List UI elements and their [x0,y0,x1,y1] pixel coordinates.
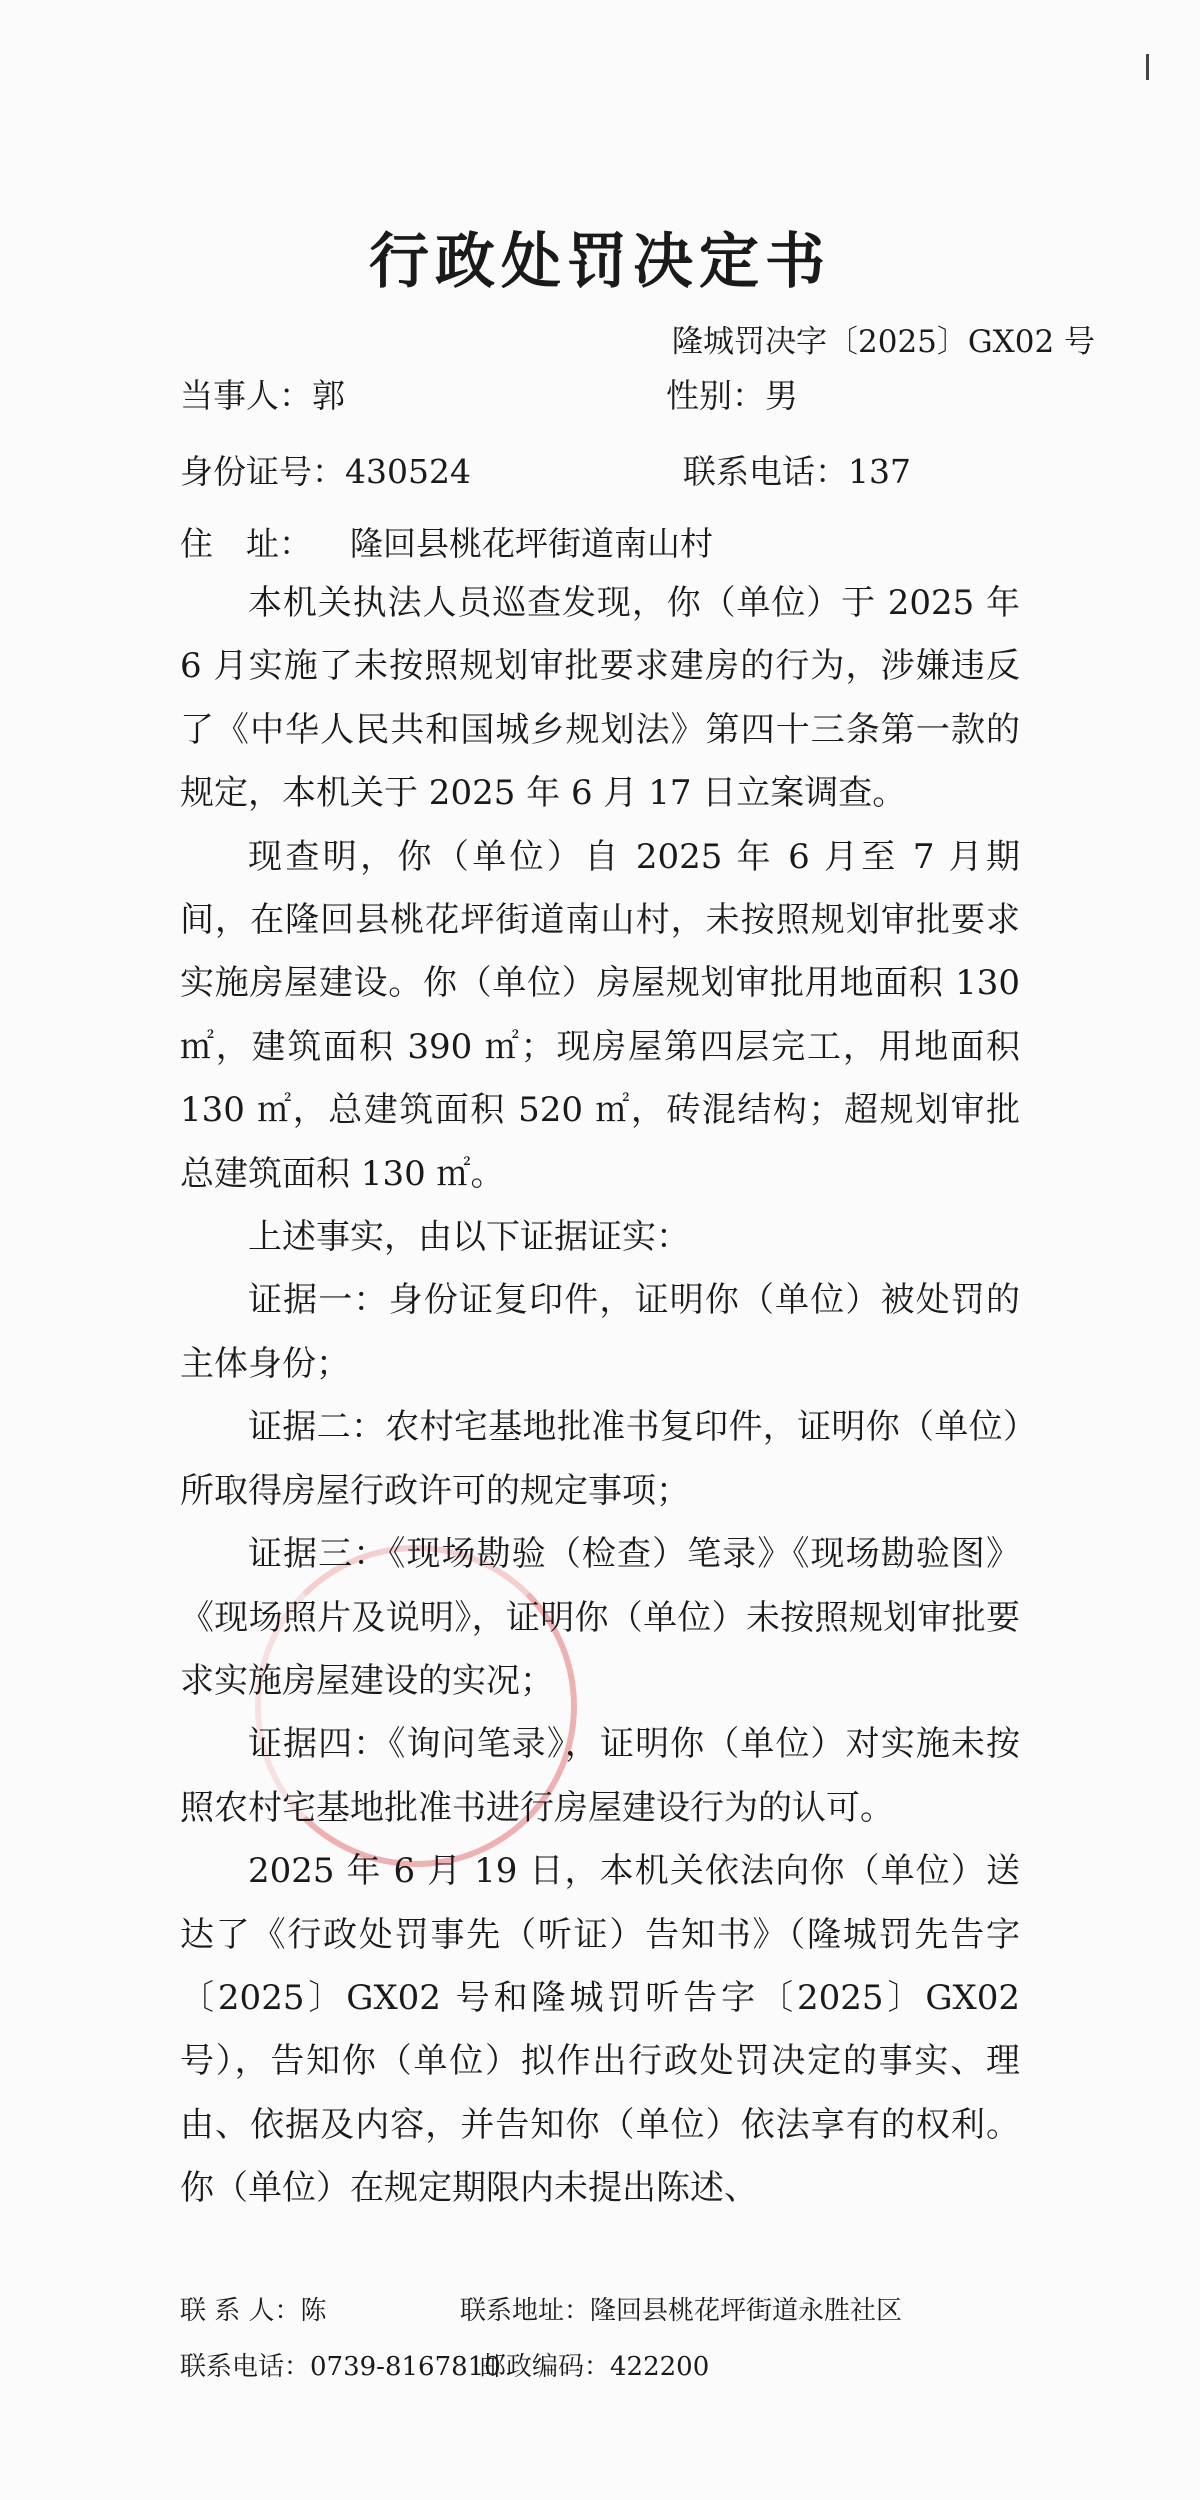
footer-address-value: 隆回县桃花坪街道永胜社区 [590,2296,903,2326]
footer-postcode-label: 邮政编码： [480,2352,611,2382]
document-number: 隆城罚决字〔2025〕GX02 号 [672,324,1096,360]
party-phone-value: 137 [848,452,911,491]
party-address-label: 住 址： [180,524,312,563]
body-paragraph: 上述事实，由以下证据证实： [248,1217,690,1258]
scan-edge-mark [1146,54,1149,80]
footer-postcode [480,2346,709,2383]
party-name-label: 当事人： [180,376,312,415]
party-gender-value: 男 [765,376,798,415]
party-name-row [180,370,345,417]
party-gender-row [666,370,798,417]
party-address-row [180,518,713,565]
footer-phone-value: 0739-8167810 [310,2352,501,2382]
footer-contact-label: 联 系 人： [180,2296,301,2326]
footer-contact-value: 陈 [300,2296,327,2326]
evidence-paragraph: 证据二：农村宅基地批准书复印件，证明你（单位）所取得房屋行政许可的规定事项； [180,1407,1020,1511]
footer-address [460,2290,902,2327]
party-phone-label: 联系电话： [683,452,848,491]
body-paragraph: 2025 年 6 月 19 日，本机关依法向你（单位）送达了《行政处罚事先（听证）告知书》（隆城罚先告字〔2025〕GX02 号和隆城罚听告字〔2025〕GX02 号），告知你（单位）拟作出行政处罚决定的事实、理由、依据及内容，并告知你（单位）依法享有的权利。你（单位）在规定期限内未提出陈述、 [180,1851,1020,2209]
document-body [180,572,1020,2221]
footer-address-label: 联系地址： [460,2296,591,2326]
party-id-label: 身份证号： [180,452,345,491]
footer-contact [180,2290,327,2327]
party-id-row [180,446,471,493]
footer-phone-label: 联系电话： [180,2352,311,2382]
party-name-value: 郭 [312,376,345,415]
evidence-paragraph: 证据四：《询问笔录》，证明你（单位）对实施未按照农村宅基地批准书进行房屋建设行为的认可。 [180,1724,1020,1828]
evidence-paragraph: 证据三：《现场勘验（检查）笔录》《现场勘验图》《现场照片及说明》，证明你（单位）未按照规划审批要求实施房屋建设的实况； [180,1534,1020,1701]
footer-phone [180,2346,501,2383]
body-paragraph: 现查明，你（单位）自 2025 年 6 月至 7 月期间，在隆回县桃花坪街道南山村，未按照规划审批要求实施房屋建设。你（单位）房屋规划审批用地面积 130 ㎡，建筑面积 390 ㎡；现房屋第四层完工，用地面积 130 ㎡，总建筑面积 520 ㎡，砖混结构；超规划审批总建筑面积 130 ㎡。 [180,836,1020,1194]
footer-postcode-value: 422200 [610,2352,710,2382]
party-gender-label: 性别： [666,376,765,415]
document-title: 行政处罚决定书 [369,227,831,297]
party-address-value: 隆回县桃花坪街道南山村 [350,524,713,563]
body-paragraph: 本机关执法人员巡查发现，你（单位）于 2025 年 6 月实施了未按照规划审批要求建房的行为，涉嫌违反了《中华人民共和国城乡规划法》第四十三条第一款的规定，本机关于 2025 年 6 月 17 日立案调查。 [180,583,1020,814]
party-id-value: 430524 [345,452,471,491]
party-phone-row [683,446,911,493]
evidence-paragraph: 证据一：身份证复印件，证明你（单位）被处罚的主体身份； [180,1280,1020,1384]
